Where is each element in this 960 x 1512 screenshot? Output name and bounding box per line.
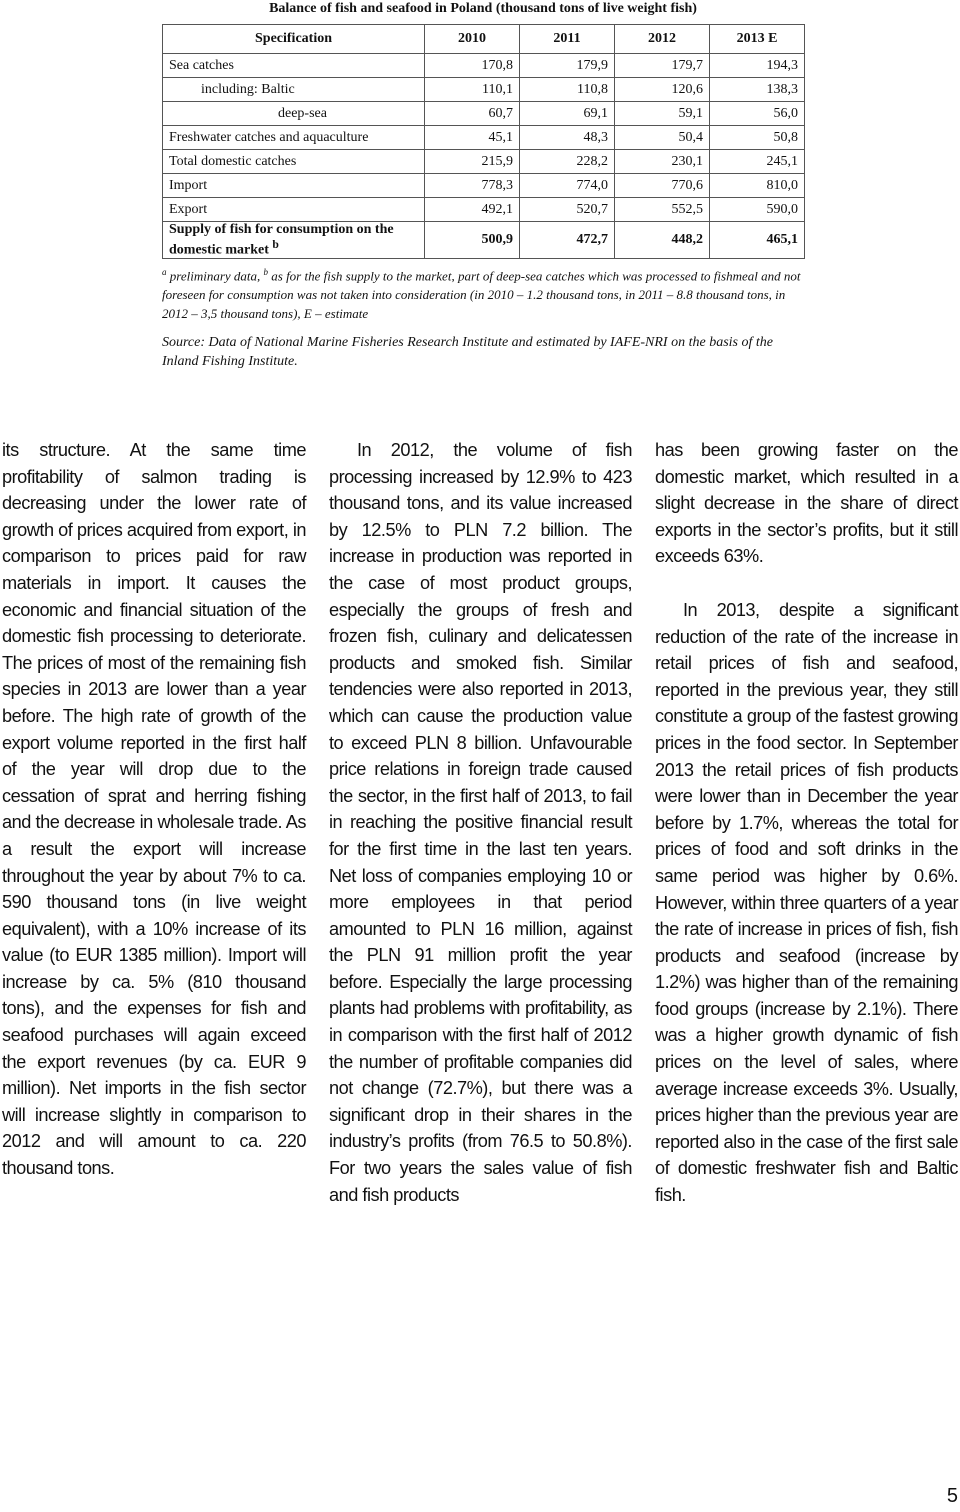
row-label: Export <box>163 198 425 222</box>
row-value: 245,1 <box>710 150 805 174</box>
row-value: 48,3 <box>520 126 615 150</box>
footnote-mark-a: a <box>162 266 167 277</box>
row-label <box>163 222 425 259</box>
balance-table <box>162 24 805 259</box>
row-value: 110,1 <box>425 78 520 102</box>
header-2010: 2010 <box>425 25 520 54</box>
row-label: deep-sea <box>163 102 425 126</box>
row-value: 465,1 <box>710 222 805 259</box>
paragraph: its structure. At the same time profitability of salmon trading is decreasing under the lower rate of growth of prices acquired from export, in comparison to prices paid for raw materials in import. It causes the economic and financial situation of the domestic fish processing to deteriorate. The prices of most of the remaining fish species in 2013 are lower than a year before. The high rate of growth of the export volume reported in the first half of the year will drop due to the cessation of sprat and herring fishing and the decrease in wholesale trade. As a result the export will increase throughout the year by about 7% to ca. 590 thousand tons (in live weight equivalent), with a 10% increase of its value (to EUR 1385 million). Import will increase by ca. 5% (810 thousand tons), and the expenses for fish and seafood purchases will again exceed the export revenues (by ca. EUR 9 million). Net imports in the fish sector will increase slightly in comparison to 2012 and will amount to ca. 220 thousand tons. <box>2 440 306 1179</box>
row-value: 194,3 <box>710 54 805 78</box>
table-row <box>163 150 805 174</box>
row-value: 120,6 <box>615 78 710 102</box>
header-2013e: 2013 E <box>710 25 805 54</box>
paragraph: has been growing faster on the domestic market, which resulted in a slight decrease in the share of direct exports in the sector’s profits, but it still exceeds 63%. <box>655 440 958 567</box>
header-specification: Specification <box>163 25 425 54</box>
table-source: Source: Data of National Marine Fisheries Research Institute and estimated by IAFE-NRI on the basis of the Inland Fishing Institute. <box>162 334 773 369</box>
header-2011: 2011 <box>520 25 615 54</box>
table-row-supply <box>163 222 805 259</box>
text-column-2 <box>329 437 632 1208</box>
row-value: 69,1 <box>520 102 615 126</box>
row-value: 228,2 <box>520 150 615 174</box>
row-value: 110,8 <box>520 78 615 102</box>
row-value: 520,7 <box>520 198 615 222</box>
row-value: 50,8 <box>710 126 805 150</box>
row-value: 778,3 <box>425 174 520 198</box>
row-label: including: Baltic <box>163 78 425 102</box>
paragraph: In 2013, despite a significant reduction of the rate of the increase in retail prices of fish and seafood, reported in the previous year, they still constitute a group of the fastest growing prices in the food sector. In September 2013 the retail prices of fish products were lower than in December the year before by 1.7%, whereas the total for prices of food and soft drinks in the same period was higher by 0.6%. However, within three quarters of a year the rate of increase in prices of fish, fish products and seafood (increase by 1.2%) was higher than of the remaining food groups (increase by 2.1%). There was a higher growth dynamic of fish prices on the level of sales, where average increase exceeds 3%. Usually, prices higher than the previous year are reported also in the case of the first sale of domestic freshwater fish and Baltic fish. <box>655 599 958 1206</box>
table-row <box>163 198 805 222</box>
table-footnote <box>162 263 804 323</box>
footnote-mark-b: b <box>272 238 279 251</box>
row-value: 774,0 <box>520 174 615 198</box>
page-number: 5 <box>946 1485 958 1507</box>
footnote-a-text: preliminary data, <box>166 267 264 283</box>
balance-table-block <box>162 0 804 371</box>
table-row <box>163 102 805 126</box>
row-value: 170,8 <box>425 54 520 78</box>
row-value: 215,9 <box>425 150 520 174</box>
row-label: Sea catches <box>163 54 425 78</box>
text-column-1 <box>2 437 306 1182</box>
row-label: Import <box>163 174 425 198</box>
row-value: 590,0 <box>710 198 805 222</box>
row-value: 179,9 <box>520 54 615 78</box>
row-value: 50,4 <box>615 126 710 150</box>
footnote-b-text: as for the fish supply to the market, part of deep-sea catches which was processed to fishmeal and not foreseen for consumption was not taken into consideration (in 2010 – 1.2 thousand tons, in 2011 – 8.8 thousand tons, in 2012 – 3,5 thousand tons), E – estimate <box>162 267 801 321</box>
footnote-mark-b: b <box>263 266 269 277</box>
text-column-3 <box>655 437 958 1209</box>
table-row <box>163 174 805 198</box>
paragraph: In 2012, the volume of fish processing increased by 12.9% to 423 thousand tons, and its value increased by 12.5% to PLN 7.2 billion. The increase in production was reported in the case of most product groups, especially the groups of fresh and frozen fish, culinary and delicatessen products and smoked fish. Similar tendencies were also reported in 2013, which can cause the production value to exceed PLN 8 billion. Unfavourable price relations in foreign trade caused the sector, in the first half of 2013, to fail in reaching the positive financial result for the first time in the last ten years. Net loss of companies employing 10 or more employees in that period amounted to PLN 16 million, against the PLN 91 million profit the year before. Especially the large processing plants had problems with profitability, as in comparison with the first half of 2012 the number of profitable companies did not change (72.7%), but there was a significant drop in their shares in the industry’s profits (from 76.5 to 50.8%). For two years the sales value of fish and fish products <box>329 440 632 1205</box>
row-value: 472,7 <box>520 222 615 259</box>
table-title: Balance of fish and seafood in Poland (thousand tons of live weight fish) <box>269 1 697 16</box>
row-value: 59,1 <box>615 102 710 126</box>
table-header-row <box>163 25 805 54</box>
row-value: 230,1 <box>615 150 710 174</box>
table-row <box>163 54 805 78</box>
row-value: 810,0 <box>710 174 805 198</box>
row-value: 179,7 <box>615 54 710 78</box>
row-label-text: Supply of fish for consumption on the domestic market <box>169 222 394 258</box>
table-row <box>163 78 805 102</box>
row-value: 60,7 <box>425 102 520 126</box>
row-value: 448,2 <box>615 222 710 259</box>
row-value: 138,3 <box>710 78 805 102</box>
header-2012: 2012 <box>615 25 710 54</box>
row-value: 500,9 <box>425 222 520 259</box>
table-row <box>163 126 805 150</box>
row-label: Total domestic catches <box>163 150 425 174</box>
row-value: 552,5 <box>615 198 710 222</box>
row-value: 492,1 <box>425 198 520 222</box>
row-value: 770,6 <box>615 174 710 198</box>
row-value: 56,0 <box>710 102 805 126</box>
row-value: 45,1 <box>425 126 520 150</box>
row-label: Freshwater catches and aquaculture <box>163 126 425 150</box>
